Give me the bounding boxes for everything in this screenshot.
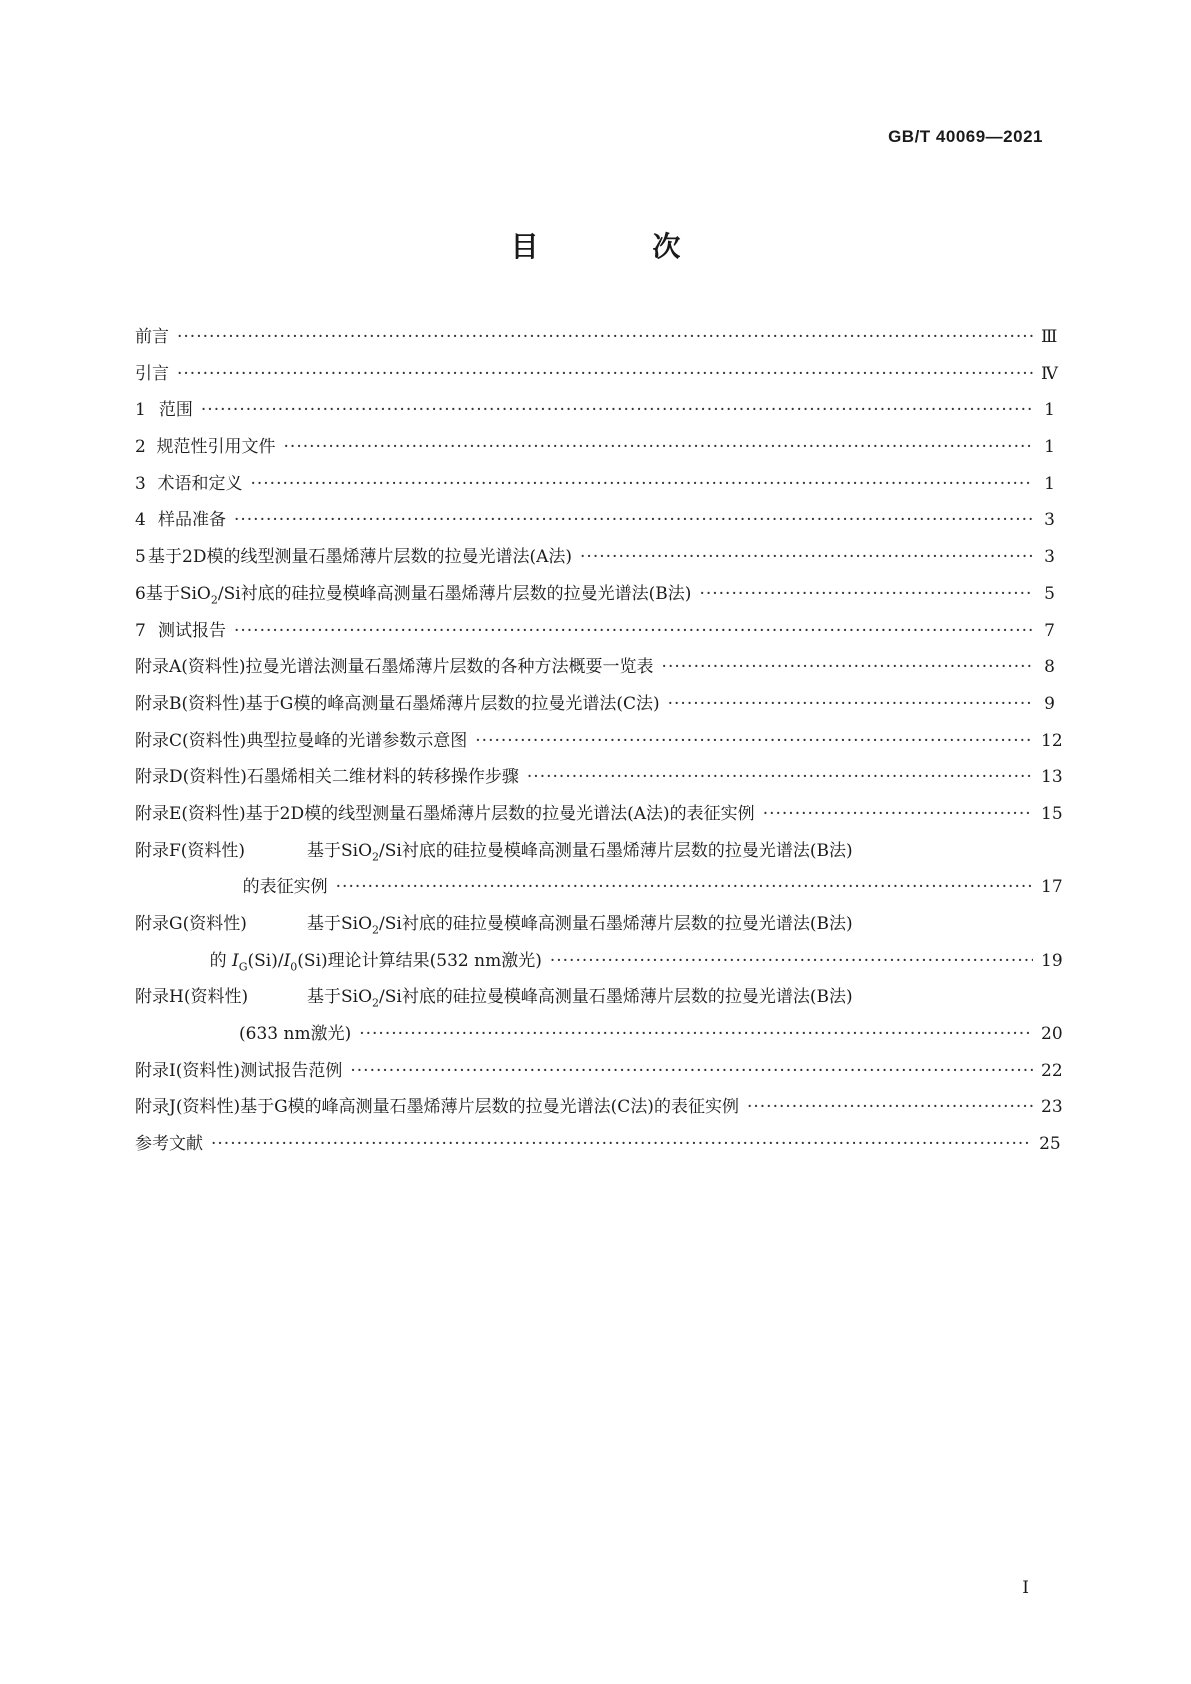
toc-entry-appendix-e[interactable] [135,799,1063,836]
toc-number: 6 [135,583,146,604]
appendix-label: 附录F(资料性) [135,840,246,861]
toc-label: 前言 [135,327,169,347]
page-title: 目 次 [510,230,733,263]
appendix-label: 附录E(资料性) [135,803,246,824]
dot-leader [527,767,1033,787]
dot-leader [234,510,1033,530]
dot-leader [177,364,1033,384]
appendix-label: 附录G(资料性) [135,914,247,935]
appendix-label: 附录C(资料性) [135,730,247,751]
toc-entry-appendix-j[interactable] [135,1092,1063,1129]
toc-entry-appendix-d[interactable] [135,762,1063,799]
toc-page: Ⅲ [1041,327,1058,347]
dot-leader [475,731,1033,751]
toc-page: 23 [1041,1097,1063,1118]
dot-leader [211,1134,1031,1154]
table-of-contents [135,322,1063,1166]
toc-label: 基于G模的峰高测量石墨烯薄片层数的拉曼光谱法(C法)的表征实例 [240,1097,739,1118]
toc-label: 测试报告 [157,620,226,641]
toc-page: 19 [1041,950,1063,971]
toc-entry-3[interactable] [135,469,1055,506]
toc-entry-appendix-b[interactable] [135,689,1055,726]
toc-label: 拉曼光谱法测量石墨烯薄片层数的各种方法概要一览表 [245,657,654,678]
toc-page: 17 [1041,877,1063,898]
toc-number: 5 [135,547,146,568]
appendix-label: 附录J(资料性) [135,1097,241,1118]
toc-entry-appendix-a[interactable] [135,652,1055,689]
toc-page: 15 [1041,803,1063,824]
appendix-label: 附录I(资料性) [135,1060,240,1081]
toc-number: 1 [135,400,146,421]
toc-label: 基于G模的峰高测量石墨烯薄片层数的拉曼光谱法(C法) [245,693,660,714]
toc-label-continued: 的 $I_G(Si)/I_0(Si)$理论计算结果(532 nm激光) [209,950,542,974]
appendix-label: 附录D(资料性) [135,767,247,788]
dot-leader [550,951,1033,971]
toc-entry-5[interactable] [135,542,1055,579]
dot-leader [284,437,1033,457]
toc-label: 基于SiO$_2$/Si衬底的硅拉曼模峰高测量石墨烯薄片层数的拉曼光谱法(B法) [307,840,853,864]
toc-page: 1 [1044,437,1055,458]
toc-label: 基于2D模的线型测量石墨烯薄片层数的拉曼光谱法(A法) [148,547,573,568]
toc-entry-references[interactable] [135,1129,1061,1166]
toc-page: Ⅳ [1041,363,1058,384]
toc-label: 基于SiO$_2$/Si衬底的硅拉曼模峰高测量石墨烯薄片层数的拉曼光谱法(B法) [307,987,853,1010]
toc-label: 样品准备 [157,510,226,531]
toc-label: 规范性引用文件 [156,437,276,458]
toc-page: 5 [1044,583,1055,604]
toc-number: 2 [135,437,146,458]
toc-page: 20 [1041,1024,1063,1045]
toc-entry-7[interactable] [135,616,1055,653]
dot-leader [662,657,1033,677]
toc-entry-appendix-i[interactable] [135,1056,1063,1093]
toc-label: 范围 [158,400,193,421]
toc-entry-introduction[interactable] [135,359,1058,396]
toc-entry-appendix-c[interactable] [135,726,1063,763]
toc-page: 7 [1044,620,1055,641]
toc-label: 石墨烯相关二维材料的转移操作步骤 [246,767,519,788]
dot-leader [580,547,1033,567]
toc-label: 基于SiO$_2$/Si衬底的硅拉曼模峰高测量石墨烯薄片层数的拉曼光谱法(B法) [307,914,853,937]
toc-entry-appendix-g[interactable] [135,909,1063,982]
toc-page: 25 [1039,1134,1061,1155]
toc-label: 术语和定义 [157,473,243,494]
toc-number: 3 [135,473,146,494]
dot-leader [201,400,1033,420]
appendix-label: 附录H(资料性) [135,987,249,1008]
toc-page: 3 [1044,547,1055,568]
toc-label-continued: (633 nm激光) [239,1024,352,1045]
page-number: I [1022,1578,1029,1598]
dot-leader [763,804,1033,824]
toc-page: 1 [1044,473,1055,494]
toc-label-continued: 的表征实例 [242,877,328,898]
toc-page: 22 [1041,1060,1063,1081]
standard-code: GB/T 40069—2021 [888,127,1043,146]
dot-leader [747,1097,1033,1117]
toc-entry-4[interactable] [135,505,1055,542]
dot-leader [359,1024,1033,1044]
dot-leader [234,621,1033,641]
dot-leader [250,474,1033,494]
toc-label: 典型拉曼峰的光谱参数示意图 [246,730,468,751]
toc-page: 9 [1044,693,1055,714]
toc-page: 8 [1044,657,1055,678]
toc-entry-2[interactable] [135,432,1055,469]
dot-leader [177,327,1033,347]
toc-label: 基于2D模的线型测量石墨烯薄片层数的拉曼光谱法(A法)的表征实例 [245,803,755,824]
appendix-label: 附录B(资料性) [135,693,246,714]
toc-entry-1[interactable] [135,395,1055,432]
toc-number: 7 [135,620,146,641]
toc-entry-foreword[interactable] [135,322,1058,359]
toc-page: 12 [1041,730,1063,751]
toc-label: 引言 [135,363,169,384]
toc-label: 基于SiO$_2$/Si衬底的硅拉曼模峰高测量石墨烯薄片层数的拉曼光谱法(B法) [145,583,692,607]
toc-entry-appendix-f[interactable] [135,836,1063,909]
toc-number: 4 [135,510,146,531]
toc-page: 13 [1041,767,1063,788]
appendix-label: 附录A(资料性) [135,657,246,678]
toc-label: 参考文献 [135,1134,203,1155]
dot-leader [668,694,1033,714]
dot-leader [350,1061,1033,1081]
dot-leader [699,584,1033,604]
toc-entry-appendix-h[interactable] [135,982,1063,1055]
toc-label: 测试报告范例 [240,1060,343,1081]
toc-page: 3 [1044,510,1055,531]
toc-page: 1 [1044,400,1055,421]
dot-leader [336,877,1033,897]
toc-entry-6[interactable] [135,579,1055,616]
